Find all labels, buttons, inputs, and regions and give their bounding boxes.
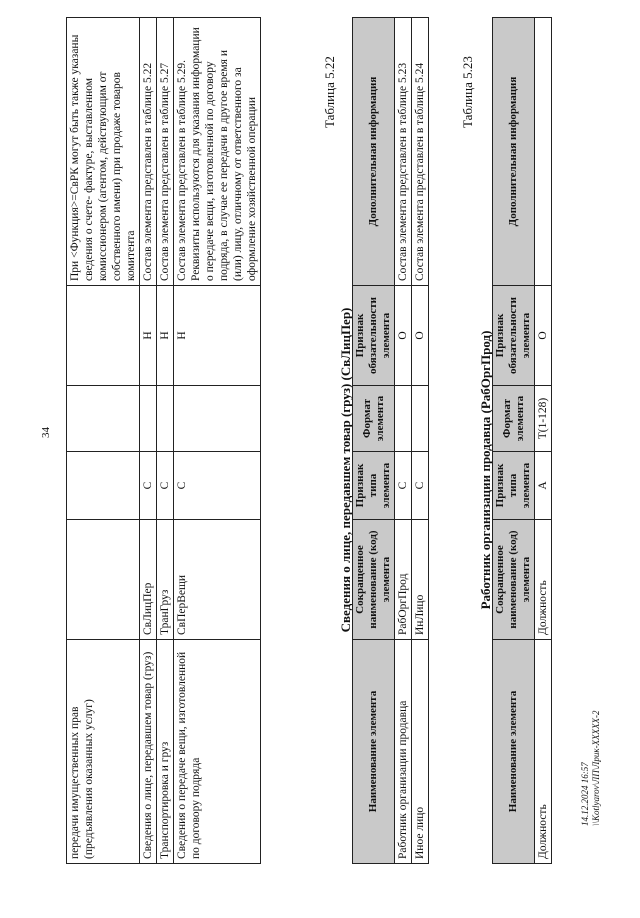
table-5-23-title: Работник организации продавца (РабОргПрод): [478, 330, 493, 610]
table-cell: [412, 386, 429, 452]
table-row: [395, 18, 412, 864]
table-row: [140, 18, 157, 864]
table-cell: Должность: [535, 520, 552, 640]
table-row: [67, 18, 140, 864]
table-5-23: [492, 17, 552, 864]
table-cell: [174, 386, 261, 452]
table-cell: T(1-128): [535, 386, 552, 452]
table-cell: При <Функция>=СвРК могут быть также указаны сведения о счете- фактуре, выставленном комиссионером (агентом, действующим от собственного имени) при продаже товаров комитента: [67, 18, 140, 286]
column-header: Сокращенное наименование (код) элемента: [493, 520, 535, 640]
table-5-22-block: [352, 17, 429, 864]
table-cell: [67, 286, 140, 386]
table-cell: Иное лицо: [412, 640, 429, 864]
table-cell: Состав элемента представлен в таблице 5.24: [412, 18, 429, 286]
top-table-block: [66, 17, 261, 864]
table-row: [174, 18, 261, 864]
table-5-22: [352, 17, 429, 864]
table-cell: Н: [157, 286, 174, 386]
column-header: Признак обязательности элемента: [353, 286, 395, 386]
table-header-row: [353, 18, 395, 864]
column-header: Формат элемента: [493, 386, 535, 452]
table-cell: О: [395, 286, 412, 386]
table-cell: Состав элемента представлен в таблице 5.27: [157, 18, 174, 286]
column-header: Формат элемента: [353, 386, 395, 452]
column-header: Признак типа элемента: [353, 452, 395, 520]
column-header: Признак типа элемента: [493, 452, 535, 520]
table-cell: Состав элемента представлен в таблице 5.23: [395, 18, 412, 286]
table-5-22-caption: Таблица 5.22: [322, 56, 337, 128]
top-table: [66, 17, 261, 864]
table-cell: Должность: [535, 640, 552, 864]
table-cell: С: [395, 452, 412, 520]
table-cell: Состав элемента представлен в таблице 5.29. Реквизиты используются для указания информации о передаче вещи, изготовленной по договору подряда, в случае ее передачи в другое время и (или) лицу, отличному от ответственного за оформление хозяйственной операции: [174, 18, 261, 286]
footer-date: 14.12.2024 16:57: [580, 762, 590, 826]
table-row: [412, 18, 429, 864]
table-5-23-caption: Таблица 5.23: [460, 56, 475, 128]
table-5-23-block: [492, 17, 552, 864]
table-cell: С: [174, 452, 261, 520]
table-cell: О: [412, 286, 429, 386]
table-cell: РабОргПрод: [395, 520, 412, 640]
table-cell: Н: [174, 286, 261, 386]
table-cell: [395, 386, 412, 452]
column-header: Дополнительная информация: [353, 18, 395, 286]
table-cell: Сведения о лице, передавшем товар (груз): [140, 640, 157, 864]
table-cell: С: [140, 452, 157, 520]
table-cell: ИнЛицо: [412, 520, 429, 640]
table-cell: [140, 386, 157, 452]
table-cell: ТранГруз: [157, 520, 174, 640]
table-cell: Н: [140, 286, 157, 386]
column-header: Наименование элемента: [353, 640, 395, 864]
table-cell: [157, 386, 174, 452]
column-header: Признак обязательности элемента: [493, 286, 535, 386]
footer-path: \\Kotlyarov\ЛП\Лрик-XXXXX-2: [591, 710, 601, 826]
table-cell: [67, 452, 140, 520]
table-cell: Состав элемента представлен в таблице 5.22: [140, 18, 157, 286]
table-cell: А: [535, 452, 552, 520]
column-header: Сокращенное наименование (код) элемента: [353, 520, 395, 640]
table-cell: С: [412, 452, 429, 520]
table-cell: СвЛицПер: [140, 520, 157, 640]
page-number: 34: [40, 427, 52, 438]
table-cell: передачи имущественных прав (предъявления оказанных услуг): [67, 640, 140, 864]
table-cell: [67, 520, 140, 640]
table-cell: Сведения о передаче вещи, изготовленной по договору подряда: [174, 640, 261, 864]
table-5-22-title: Сведения о лице, передавшем товар (груз) (СвЛицПер): [338, 307, 353, 633]
table-cell: Работник организации продавца: [395, 640, 412, 864]
column-header: Наименование элемента: [493, 640, 535, 864]
table-cell: С: [157, 452, 174, 520]
table-cell: Транспортировка и груз: [157, 640, 174, 864]
footer-stamp: [580, 686, 602, 826]
table-row: [535, 18, 552, 864]
table-cell: [535, 18, 552, 286]
table-cell: О: [535, 286, 552, 386]
table-cell: СвПерВещи: [174, 520, 261, 640]
table-cell: [67, 386, 140, 452]
table-header-row: [493, 18, 535, 864]
column-header: Дополнительная информация: [493, 18, 535, 286]
table-row: [157, 18, 174, 864]
